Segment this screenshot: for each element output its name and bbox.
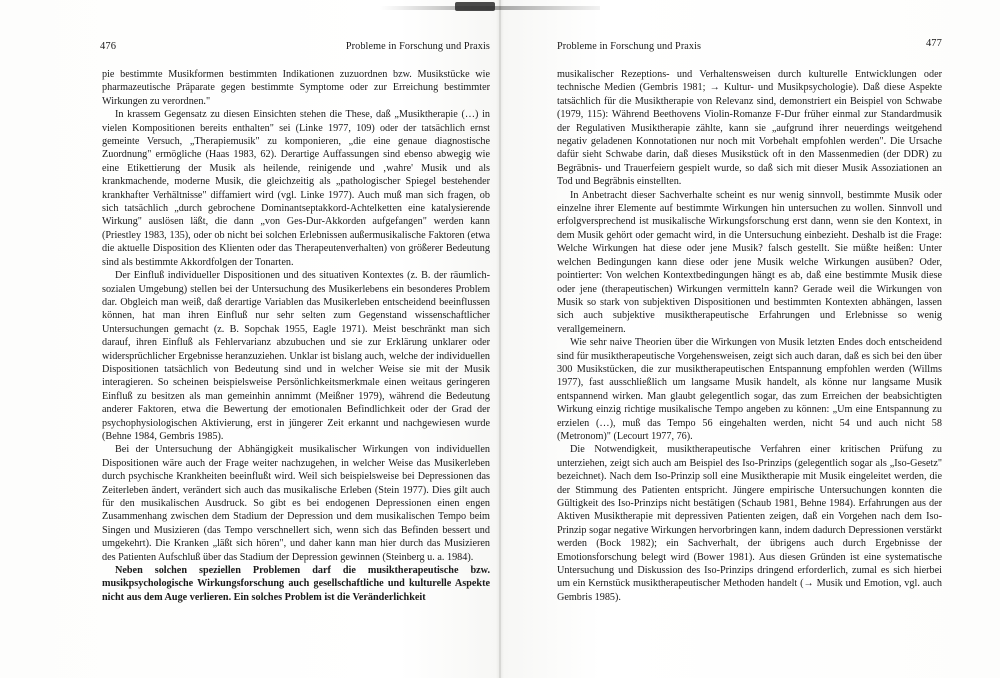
book-gutter [499,0,501,678]
paragraph: Wie sehr naive Theorien über die Wirkungen von Musik letzten Endes doch entscheidend sind für musiktherapeutische Vorgehensweisen, zeigt sich auch daran, daß es sich bei den über 300 Musikstücken, die zur musiktherapeutischen Entspannung empfohlen werden (Willms 1977), fast ausschließlich um langsame Musik handelt, als könne nur langsame Musik entspannend wirken. Man glaubt gelegentlich sogar, das zum Erreichen der beabsichtigten Wirkung einzig richtige musikalische Tempo angeben zu können: „Um eine Entspannung zu erzielen (…), muß das Tempo 56 eingehalten werden, nicht 54 und auch nicht 58 (Metronom)" (Lecourt 1977, 76). [557,337,942,442]
paragraph: In Anbetracht dieser Sachverhalte scheint es nur wenig sinnvoll, bestimmte Musik oder einzelne ihrer Elemente auf bestimmte Wirkungen hin untersuchen zu wollen. Sinnvoll und erfolgversprechend ist musikalische Wirkungsforschung erst dann, wenn sie den Kontext, in dem Musik gehört oder gemacht wird, in die Untersuchung einbezieht. Deshalb ist die Frage: Welche Wirkungen hat diese oder jene Musik? falsch gestellt. Sie müßte heißen: Unter welchen Bedingungen kann diese oder jene Musik welche Wirkungen ausüben? Oder, pointierter: Von welchen Kontextbedingungen hängt es ab, daß eine bestimmte Musik diese oder jene (therapeutischen) Wirkungen vermitteln kann? Gerade weil die Wirkungen von Musik so stark von subjektiven Dispositionen und bestimmten Kontexten abhängen, lassen sich auch subjektive musiktherapeutische Erfahrungen und Erlebnisse so wenig verallgemeinern. [557,189,942,335]
left-running-header [102,36,490,56]
paragraph: Die Notwendigkeit, musiktherapeutische Verfahren einer kritischen Prüfung zu unterziehen, zeigt sich auch am Beispiel des Iso-Prinzips (gelegentlich sogar als „Iso-Gesetz" bezeichnet). Nach dem Iso-Prinzip soll eine Musiktherapie mit Musik eingeleitet werden, die der Stimmung des Patienten entspricht. Jüngere empirische Untersuchungen konnten die Gültigkeit des Iso-Prinzips nicht bestätigen (Schaub 1981, Behne 1984). Erfahrungen aus der Aktiven Musiktherapie mit depressiven Patienten zeigen, daß ein Vorgehen nach dem Iso-Prinzip sogar negative Wirkungen hervorbringen kann, indem dadurch Depressionen verstärkt werden (Bock 1982); ein Sachverhalt, der übrigens auch durch Ergebnisse der Emotionsforschung belegt wird (Bower 1981). Aus diesen Gründen ist eine systematische Untersuchung und Diskussion des Iso-Prinzips dringend erforderlich, zumal es sich hierbei um ein Kernstück musiktherapeutischer Methoden handelt (→ Musik und Emotion, vgl. auch Gembris 1985). [557,444,942,603]
page-number: 477 [925,38,942,49]
left-page-body [102,68,490,604]
running-head-title: Probleme in Forschung und Praxis [345,41,490,52]
page-number: 476 [100,41,117,52]
paragraph: Bei der Untersuchung der Abhängigkeit musikalischer Wirkungen von individuellen Dispositionen wäre auch der Frage weiter nachzugehen, in welcher Weise das Musikerleben durch psychische Krankheiten beeinflußt wird. Weil sich beispielsweise bei Depressionen das Zeiterleben ändert, verändert sich auch das musikalische Erleben (Stein 1977). Dies gilt auch für den musikalischen Ausdruck. So gibt es bei endogenen Depressionen einen engen Zusammenhang zwischen dem Stadium der Depression und dem musikalischen Tempo beim Singen und Musizieren (das Tempo verschnellert sich, wenn sich das Befinden bessert und umgekehrt). Die Kranken „läßt sich hören", und daher kann man hier durch das Musizieren des Patienten Aufschluß über das Stadium der Depression gewinnen (Steinberg u. a. 1984). [102,444,490,563]
paragraph: pie bestimmte Musikformen bestimmten Indikationen zuzuordnen bzw. Musikstücke wie pharmazeutische Präparate gegen bestimmte Symptome oder zur Erreichung bestimmter Wirkungen zu verordnen." [102,69,490,107]
scan-blot [455,2,495,11]
right-page [557,36,942,656]
paragraph: Neben solchen speziellen Problemen darf die musiktherapeutische bzw. musikpsychologische Wirkungsforschung auch gesellschaftliche und kulturelle Aspekte nicht aus dem Auge verlieren. Ein solches Problem ist die Veränderlichkeit [102,565,490,603]
paragraph: Der Einfluß individueller Dispositionen und des situativen Kontextes (z. B. der räumlich-sozialen Umgebung) stellen bei der Untersuchung des Musikerlebens ein besonderes Problem dar. Obgleich man weiß, daß derartige Variablen das Musikerleben entscheidend beeinflussen können, hat man ihren Einfluß nur sehr selten zum Gegenstand wissenschaftlicher Untersuchungen gemacht (z. B. Sopchak 1955, Eagle 1971). Meist beschränkt man sich darauf, ihren Einfluß als Fehlervarianz abzubuchen und sie zur Erklärung unklarer oder widersprüchlicher Ergebnisse heranzuziehen. Unklar ist bislang auch, welche der individuellen Dispositionen tatsächlich von Bedeutung sind und in welcher Weise sie mit der Musik interagieren. So scheinen beispielsweise Persönlichkeitsmerkmale einen weitaus geringeren Einfluß zu besitzen als man gemeinhin annimmt (Meißner 1979), während die Bedeutung anderer Faktoren, etwa die Bewertung der emotionalen Befindlichkeit oder der Grad der psychophysiologischen Aktivierung, erst in jüngerer Zeit erkannt und nachgewiesen wurde (Behne 1984, Gembris 1985). [102,270,490,442]
paragraph: musikalischer Rezeptions- und Verhaltensweisen durch kulturelle Entwicklungen oder technische Medien (Gembris 1981; → Kultur- und Musikpsychologie). Daß diese Aspekte tatsächlich für die Musiktherapie von Relevanz sind, demonstriert ein Beispiel von Schwabe (1979, 115): Während Beethovens Violin-Romanze F-Dur früher einmal zur Standardmusik der Regulativen Musiktherapie zählte, kann sie „aufgrund ihrer neuerdings weitgehend negativ geladenen Konnotationen nur noch mit Vorbehalt empfohlen werden". Die Ursache dafür sieht Schwabe darin, daß dieses Musikstück oft in den Massenmedien (der DDR) zu Begräbnis- und Trauerfeiern gespielt wurde, so daß sich mit dieser Musik Assoziationen an Tod und Begräbnis einstellten. [557,69,942,188]
left-page [102,36,490,656]
right-page-body [557,68,942,604]
right-running-header [557,36,942,56]
paragraph: In krassem Gegensatz zu diesen Einsichten stehen die These, daß „Musiktherapie (…) in vielen Kompositionen bereits enthalten" sei (Linke 1977, 109) oder der tatsächlich ernst gemeinte Versuch, „Therapiemusik" zu komponieren, „die eine genaue diagnostische Zuordnung" ermögliche (Haas 1983, 62). Derartige Auffassungen sind ebenso abwegig wie eine Etikettierung der Musik als heilende, reinigende und ‚wahre' Musik und als krankmachende, moderne Musik, die gleichzeitig als „pathologischer Spiegel bestehender krankhafter Verhältnisse" diffamiert wird (vgl. Linke 1977). Auch muß man sich fragen, ob sich tatsächlich „durch gebrochene Dominantseptakkord-Achtelketten eine katalysierende Wirkung" auslösen läßt, die dann „von Ges-Dur-Akkorden aufgefangen" werden kann (Priestley 1983, 135), oder ob nicht bei solchen Erlebnissen außermusikalische Faktoren (etwa die aktuelle Disposition des Klienten oder das Therapeutenverhalten) von größerer Bedeutung sind als bestimmte Akkordfolgen der Tonarten. [102,109,490,268]
running-head-title: Probleme in Forschung und Praxis [557,41,702,52]
